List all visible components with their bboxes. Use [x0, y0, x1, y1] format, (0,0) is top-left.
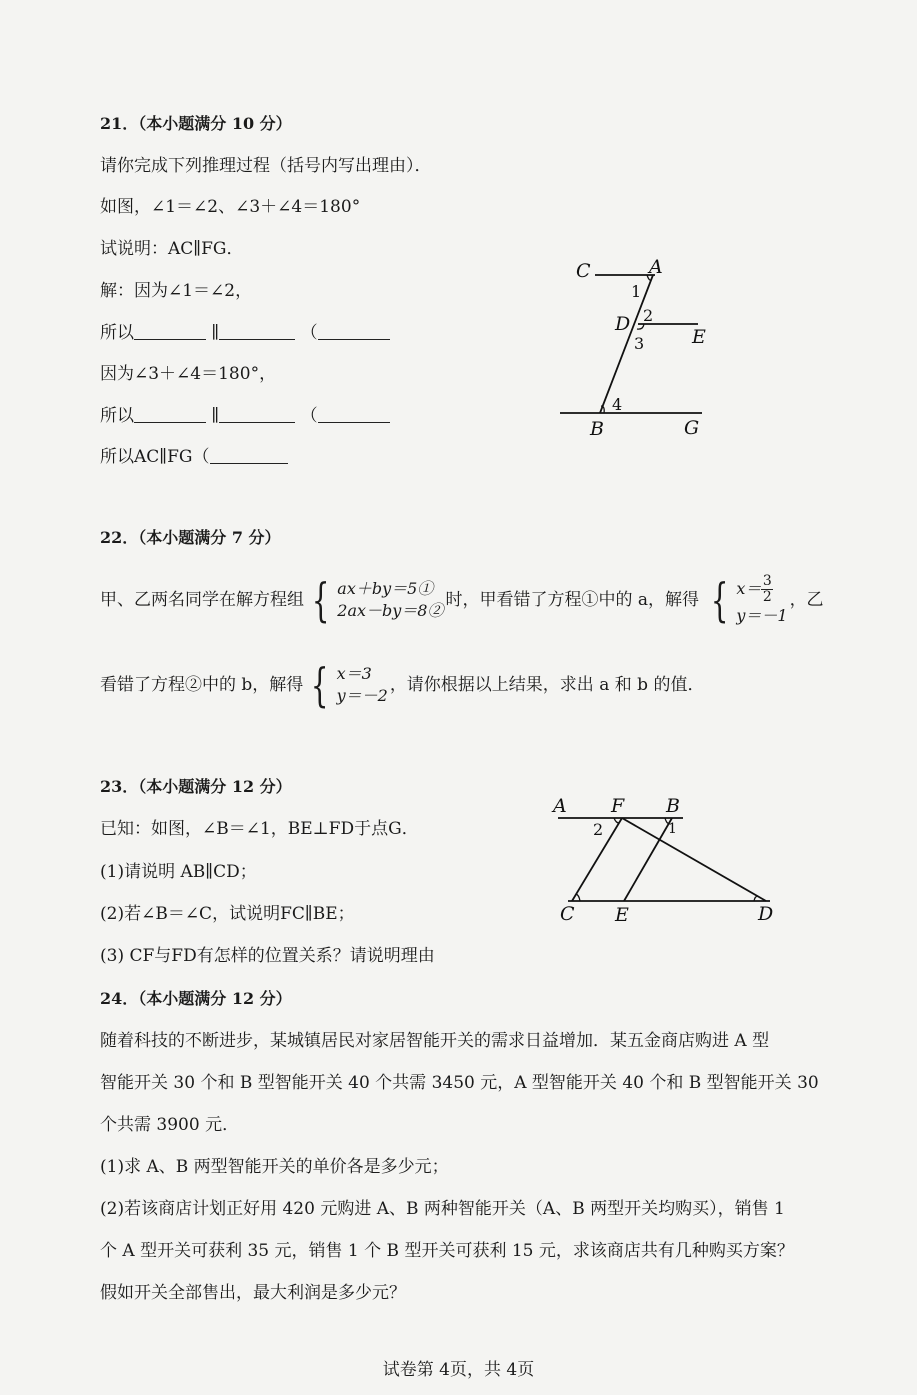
q23-part3: (3) CF与FD有怎样的位置关系？请说明理由 — [100, 946, 435, 966]
q22-text2: 时，甲看错了方程①中的 a，解得 — [445, 590, 700, 610]
solution1-y: y＝－1 — [736, 605, 788, 625]
label-b: B — [590, 418, 604, 440]
q24-line3: 个共需 3900 元． — [100, 1115, 240, 1135]
so-text: 所以 — [100, 406, 134, 426]
label-b: B — [666, 795, 680, 817]
q24-part1: (1)求 A、B 两型智能开关的单价各是多少元； — [100, 1157, 449, 1177]
q24-line1: 随着科技的不断进步，某城镇居民对家居智能开关的需求日益增加．某五金商店购进 A 型 — [100, 1031, 770, 1051]
q22-header: 22．（本小题满分 7 分） — [100, 528, 281, 547]
solution2-x: x＝3 — [336, 664, 372, 683]
label-a: A — [553, 795, 567, 817]
so-text: 所以AC∥FG（ — [100, 447, 210, 467]
q21-given: 如图，∠1＝∠2、∠3＋∠4＝180° — [100, 197, 361, 217]
so-text: 所以 — [100, 323, 134, 343]
q24-line2: 智能开关 30 个和 B 型智能开关 40 个共需 3450 元，A 型智能开关 40 个和 B 型智能开关 30 — [100, 1073, 819, 1093]
answer-blank[interactable] — [219, 323, 295, 340]
label-f: F — [611, 795, 625, 817]
q22-text1: 甲、乙两名同学在解方程组 — [100, 590, 304, 610]
label-e: E — [692, 326, 706, 348]
page-footer: 试卷第 4页，共 4页 — [382, 1360, 535, 1380]
q21-because-line2: 因为∠3＋∠4＝180°， — [100, 364, 277, 384]
equation-system — [306, 573, 444, 627]
parallel-symbol: ∥ — [211, 323, 220, 343]
q23-part1: (1)请说明 AB∥CD； — [100, 862, 257, 882]
label-d: D — [758, 903, 774, 925]
label-angle1: 1 — [668, 821, 677, 837]
label-angle2: 2 — [643, 306, 654, 325]
solution1-x-label: x＝ — [736, 579, 762, 598]
label-c: C — [576, 260, 591, 282]
reason-blank[interactable] — [210, 447, 288, 464]
reason-blank[interactable] — [318, 406, 390, 423]
line-be — [624, 818, 672, 901]
answer-blank[interactable] — [219, 406, 295, 423]
q22-line2 — [100, 660, 704, 710]
q23-given: 已知：如图，∠B＝∠1，BE⊥FD于点G． — [100, 819, 419, 839]
q22-line1 — [100, 572, 824, 627]
transversal-ab — [600, 275, 653, 413]
q21-so-line1 — [100, 322, 390, 344]
q21-instruction: 请你完成下列推理过程（括号内写出理由）． — [100, 156, 432, 176]
q24-part2-line1: (2)若该商店计划正好用 420 元购进 A、B 两种智能开关（A、B 两型开关均购买），销售 1 — [100, 1199, 785, 1219]
q21-so-line3 — [100, 446, 288, 468]
q24-part2-line3: 假如开关全部售出，最大利润是多少元？ — [100, 1283, 406, 1303]
line-fd — [622, 818, 766, 901]
equation-2: 2ax－by＝8② — [337, 601, 444, 620]
answer-blank[interactable] — [134, 323, 206, 340]
reason-blank[interactable] — [318, 323, 390, 340]
label-angle2: 2 — [593, 820, 604, 839]
equation-1: ax＋by＝5① — [337, 579, 434, 598]
solution-system-1 — [705, 574, 788, 627]
label-a: A — [649, 256, 663, 278]
q21-solution-line1: 解：因为∠1＝∠2， — [100, 281, 253, 301]
fraction-denominator: 2 — [762, 588, 772, 605]
fraction — [761, 574, 773, 605]
brace-icon: { — [311, 573, 330, 627]
brace-icon: { — [710, 573, 729, 627]
q22-text3: ，乙 — [789, 590, 824, 610]
solution2-y: y＝－2 — [336, 686, 388, 705]
solution-system-2 — [305, 658, 388, 712]
q21-prove: 试说明：AC∥FG． — [100, 239, 244, 259]
q21-figure — [560, 255, 720, 440]
q21-header: 21．（本小题满分 10 分） — [100, 114, 292, 133]
label-d: D — [615, 313, 631, 335]
q22-text5: ，请你根据以上结果，求出 a 和 b 的值． — [389, 675, 705, 695]
label-angle3: 3 — [634, 334, 645, 353]
label-angle4: 4 — [612, 395, 623, 414]
q23-figure — [548, 792, 788, 927]
fraction-numerator: 3 — [762, 572, 772, 589]
label-g: G — [684, 417, 700, 439]
paren-open: （ — [300, 406, 318, 426]
brace-icon: { — [311, 658, 329, 712]
q23-header: 23．（本小题满分 12 分） — [100, 777, 292, 796]
q22-text4: 看错了方程②中的 b，解得 — [100, 675, 304, 695]
q23-part2: (2)若∠B＝∠C，试说明FC∥BE； — [100, 904, 355, 924]
label-angle1: 1 — [631, 282, 642, 301]
parallel-symbol: ∥ — [211, 406, 220, 426]
q24-header: 24．（本小题满分 12 分） — [100, 989, 292, 1008]
label-e: E — [615, 904, 629, 926]
q24-part2-line2: 个 A 型开关可获利 35 元，销售 1 个 B 型开关可获利 15 元，求该商店共有几种购买方案？ — [100, 1241, 794, 1261]
q21-so-line2 — [100, 405, 390, 427]
answer-blank[interactable] — [134, 406, 206, 423]
label-c: C — [560, 903, 575, 925]
paren-open: （ — [300, 323, 318, 343]
